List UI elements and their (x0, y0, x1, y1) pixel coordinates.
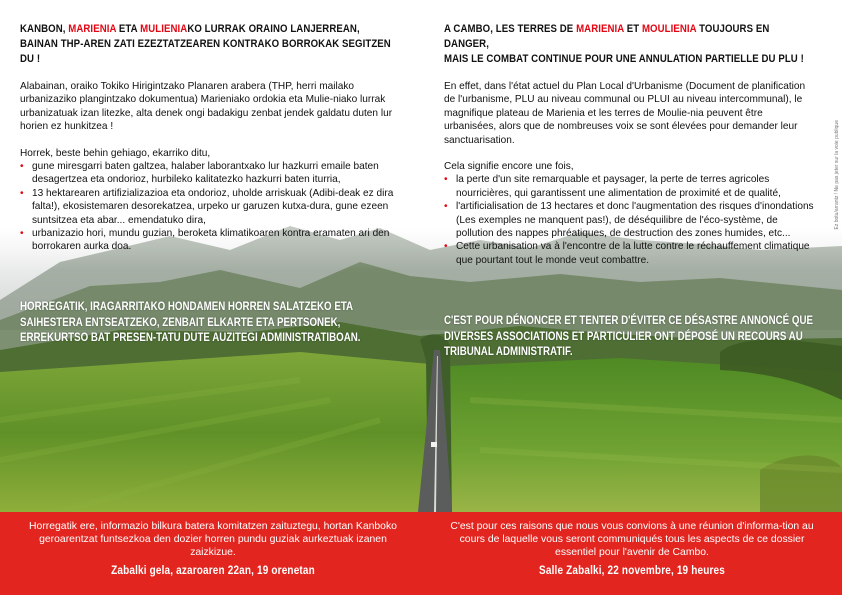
list-item: • Cette urbanisation va à l'encontre de la lutte contre le réchauffement climatique que pourtant tout le monde veut combattre. (444, 241, 810, 266)
highlight-moulienia: MOULIENIA (641, 23, 697, 35)
bullet-icon: • (444, 174, 448, 186)
left-footer-text: Horregatik ere, informazio bilkura batera komitatzen zaituztegu, hortan Kanboko geroarentzat funtsezkoa den dozier horren pundu guziak aurkeztuak izanen zaizkizue. (29, 521, 397, 559)
bullet-icon: • (444, 241, 448, 253)
bullet-icon: • (444, 201, 448, 213)
left-event-date: Zabalki gela, azaroaren 22an, 19 orenetan (111, 563, 315, 577)
bullet-icon: • (20, 228, 24, 240)
left-callout: HORREGATIK, IRAGARRITAKO HONDAMEN HORREN SALATZEKO ETA SAIHESTERA ENTSEATZEKO, ZENBAIT ELKARTE ETA PERTSONEK, ERREKURTSO BAT PRESEN-TATU DUTE AUZITEGI ADMINISTRATIBOAN. (20, 300, 361, 344)
right-list-intro: Cela signifie encore une fois, (444, 161, 574, 173)
right-callout: C'EST POUR DÉNONCER ET TENTER D'ÉVITER CE DÉSASTRE ANNONCÉ QUE DIVERSES ASSOCIATIONS ET PARTICULIER ONT DÉPOSÉ UN RECOURS AU TRIBUNAL ADMINISTRATIF. (444, 314, 813, 358)
right-paragraph: En effet, dans l'état actuel du Plan Local d'Urbanisme (Document de planification de l'urbanisme, PLU au niveau communal ou PLUI au niveau intercommunal), le magnifique plateau de Marienia et les terres de Moulie-nia peuvent être urbanisées, alors que de nombreuses voix se sont élevées pour demander leur sanctuarisation. (444, 81, 806, 146)
right-event-date: Salle Zabalki, 22 novembre, 19 heures (539, 563, 725, 577)
list-item: • urbanizazio hori, mundu guzian, beroketa klimatikoaren kontra eramaten ari den borrokaren aurka doa. (20, 228, 390, 253)
left-headline: KANBON, MARIENIA ETA MULIENIAKO LURRAK ORAINO LANJERREAN, BAINAN THP-AREN ZATI EZEZTATZEAREN KONTRAKO BORROKAK SEGITZEN DU ! (20, 23, 391, 65)
right-column-french (444, 22, 816, 267)
list-item: • 13 hektarearen artifizializazioa eta ondorioz, uholde arriskuak (Adibi-deak ez dira falta!), ekosistemaren desorekatzea, urpeko ur garuzen kutxa-dura, gune ezeen suntsitzea eta abar... emendatuko dira, (20, 187, 394, 226)
left-list-intro: Horrek, beste behin gehiago, ekarriko ditu, (20, 147, 211, 159)
highlight-mulienia: MULIENIA (140, 23, 188, 35)
side-credit: Ez botu/arrantz ! Ne pas jeter sur la voie publique (834, 120, 840, 230)
bullet-icon: • (20, 187, 24, 199)
right-footer (442, 520, 822, 577)
left-paragraph: Alabainan, oraiko Tokiko Hirigintzako Planaren arabera (THP, herri mailako urbanizaziko plangintzako dokumentua) Marieniako ordokia eta Mulie-niako lurrak urbanizatuak izan litezke, alta denek ongi badakigu zenbat jendek galdatu duten lur horien ez hunkitzea ! (20, 81, 393, 133)
bullet-icon: • (20, 161, 24, 173)
list-item: • la perte d'un site remarquable et paysager, la perte de terres agricoles nourricières, qui garantissent une alimentation de proximité et de qualité, (444, 174, 781, 199)
highlight-marienia: MARIENIA (576, 23, 624, 35)
left-footer (22, 520, 404, 577)
list-item: • l'artificialisation de 13 hectares et donc l'augmentation des risques d'inondations (Les exemples ne manquent pas!), de déséquilibre de l'éco-système, de pollution des nappes phréatiques, de destruction des zones humides, etc... (444, 201, 814, 240)
left-column-basque (20, 22, 400, 254)
list-item: • gune miresgarri baten galtzea, halaber laborantxako lur hazkurri emaile baten desagertzea eta ondorioz, hurbileko kalitatezko hazkurri baten iturria, (20, 161, 379, 186)
highlight-marienia: MARIENIA (68, 23, 117, 35)
right-headline: A CAMBO, LES TERRES DE MARIENIA ET MOULIENIA TOUJOURS EN DANGER, MAIS LE COMBAT CONTINUE POUR UNE ANNULATION PARTIELLE DU PLU ! (444, 23, 804, 65)
footer-band (0, 512, 842, 595)
right-footer-text: C'est pour ces raisons que nous vous convions à une réunion d'informa-tion au cours de laquelle vous seront communiqués tous les aspects de ce dossier essentiel pour l'avenir de Cambo. (450, 521, 814, 559)
